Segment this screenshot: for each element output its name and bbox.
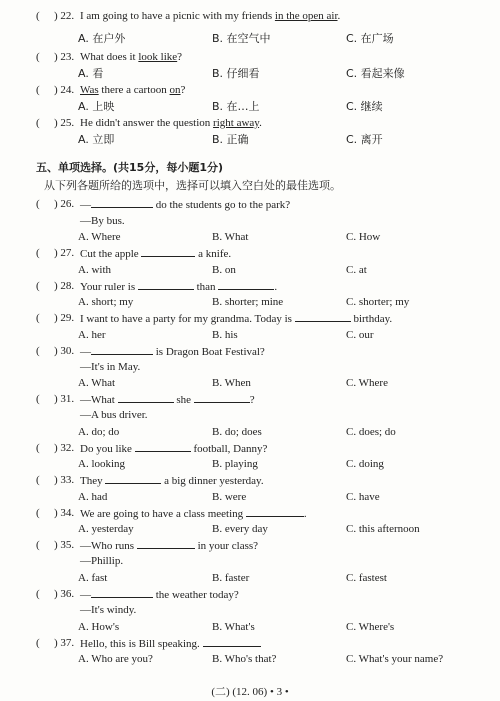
question-stem: — do the students go to the park? [80,196,290,213]
options-22 [0,31,500,47]
option-b: B. shorter; mine [212,296,284,308]
question-29 [0,310,500,326]
answer-paren: ( [36,312,40,324]
answer-paren: ( [36,442,40,454]
option-a: A. looking [78,458,126,470]
question-number: ) 28. [54,280,75,292]
question-31-reply: —A bus driver. [80,409,148,421]
question-stem: He didn't answer the question right away. [80,117,262,129]
option-c: C. 在广场 [346,32,394,45]
question-number: ) 26. [54,198,75,210]
question-number: ) 25. [54,117,75,129]
option-a: A. fast [78,572,108,584]
question-stem: Was there a cartoon on? [80,84,186,96]
option-c: C. 看起来像 [346,67,405,80]
answer-blank [105,472,161,484]
option-a: A. 上映 [78,100,115,113]
option-a: A. 看 [78,67,104,80]
option-b: B. his [212,329,238,341]
question-25 [0,115,500,131]
option-b: B. When [212,377,251,389]
answer-paren: ( [36,51,40,63]
answer-paren: ( [36,474,40,486]
answer-blank [91,586,153,598]
option-a: A. 在户外 [78,32,126,45]
question-number: ) 36. [54,588,75,600]
option-a: A. 立即 [78,133,115,146]
option-c: C. this afternoon [346,523,420,535]
question-number: ) 31. [54,393,75,405]
answer-blank [203,635,261,647]
question-22 [0,8,500,24]
question-24 [0,82,500,98]
question-number: ) 33. [54,474,75,486]
option-a: A. Who are you? [78,653,153,665]
question-number: ) 22. [54,10,75,22]
options-31 [0,424,500,440]
answer-blank [137,537,195,549]
question-31 [0,391,500,407]
option-b: B. were [212,491,247,503]
underlined-word: on [169,84,181,96]
answer-paren: ( [36,393,40,405]
option-a: A. her [78,329,106,341]
option-a: A. What [78,377,116,389]
options-30 [0,375,500,391]
option-b: B. 正确 [212,133,249,146]
answer-blank [135,440,191,452]
question-stem: — is Dragon Boat Festival? [80,343,265,360]
answer-paren: ( [36,84,40,96]
answer-blank [118,391,174,403]
option-c: C. doing [346,458,384,470]
question-stem: They a big dinner yesterday. [80,472,264,489]
question-36 [0,586,500,602]
option-c: C. have [346,491,380,503]
option-b: B. 在空气中 [212,32,271,45]
question-35 [0,537,500,553]
options-27 [0,262,500,278]
answer-paren: ( [36,280,40,292]
options-32 [0,456,500,472]
question-number: ) 23. [54,51,75,63]
options-29 [0,327,500,343]
question-23 [0,49,500,65]
options-25 [0,132,500,148]
underlined-phrase: look like [138,51,178,63]
answer-paren: ( [36,507,40,519]
question-28 [0,278,500,294]
answer-paren: ( [36,588,40,600]
option-b: B. every day [212,523,268,535]
option-c: C. Where [346,377,388,389]
question-34 [0,505,500,521]
question-number: ) 32. [54,442,75,454]
question-number: ) 27. [54,247,75,259]
question-number: ) 29. [54,312,75,324]
question-30 [0,343,500,359]
options-35 [0,570,500,586]
answer-blank [91,196,153,208]
option-a: A. do; do [78,426,120,438]
answer-paren: ( [36,117,40,129]
options-33 [0,489,500,505]
question-number: ) 37. [54,637,75,649]
question-stem: —Who runs in your class? [80,537,258,554]
option-a: A. Where [78,231,121,243]
section-instruction: 从下列各题所给的选项中，选择可以填入空白处的最佳选项。 [44,179,341,192]
question-number: ) 35. [54,539,75,551]
question-stem: Cut the apple a knife. [80,245,231,262]
option-c: C. at [346,264,367,276]
answer-blank [295,310,351,322]
options-36 [0,619,500,635]
option-a: A. short; my [78,296,134,308]
option-c: C. 继续 [346,100,383,113]
options-26 [0,229,500,245]
question-30-reply: —It's in May. [80,361,141,373]
option-b: B. What's [212,621,255,633]
option-b: B. playing [212,458,258,470]
options-37 [0,651,500,667]
answer-paren: ( [36,10,40,22]
question-26 [0,196,500,212]
answer-blank [141,245,195,257]
options-28 [0,294,500,310]
option-a: A. had [78,491,108,503]
answer-paren: ( [36,539,40,551]
answer-paren: ( [36,637,40,649]
answer-blank [138,278,194,290]
option-c: C. Where's [346,621,395,633]
question-stem: Hello, this is Bill speaking. [80,635,261,652]
question-27 [0,245,500,261]
option-b: B. What [212,231,249,243]
option-a: A. yesterday [78,523,134,535]
option-c: C. does; do [346,426,396,438]
question-32 [0,440,500,456]
option-b: B. Who's that? [212,653,277,665]
underlined-word: Was [80,84,99,96]
question-stem: I am going to have a picnic with my friends in the open air. [80,10,341,22]
option-c: C. 离开 [346,133,383,146]
answer-paren: ( [36,247,40,259]
option-c: C. How [346,231,381,243]
option-c: C. shorter; my [346,296,410,308]
underlined-phrase: right away [213,117,260,129]
answer-blank [218,278,274,290]
answer-blank [91,343,153,355]
option-b: B. faster [212,572,250,584]
question-26-reply: —By bus. [80,215,125,227]
answer-blank [194,391,250,403]
option-b: B. do; does [212,426,262,438]
question-stem: —What she ? [80,391,255,408]
option-a: A. with [78,264,111,276]
question-stem: — the weather today? [80,586,239,603]
question-stem: What does it look like? [80,51,183,63]
options-34 [0,521,500,537]
question-37 [0,635,500,651]
option-a: A. How's [78,621,120,633]
option-b: B. 仔细看 [212,67,260,80]
question-stem: Do you like football, Danny? [80,440,267,457]
option-c: C. What's your name? [346,653,444,665]
answer-paren: ( [36,345,40,357]
option-c: C. fastest [346,572,387,584]
options-23 [0,66,500,82]
section-title: 五、单项选择。(共15分，每小题1分) [36,161,224,174]
option-b: B. on [212,264,236,276]
question-number: ) 34. [54,507,75,519]
option-c: C. our [346,329,374,341]
question-number: ) 30. [54,345,75,357]
question-stem: Your ruler is than . [80,278,277,295]
question-number: ) 24. [54,84,75,96]
page-footer: (二) (12. 06) • 3 • [211,686,289,698]
options-24 [0,99,500,115]
answer-paren: ( [36,198,40,210]
question-33 [0,472,500,488]
question-stem: We are going to have a class meeting . [80,505,307,522]
question-35-reply: —Phillip. [80,555,124,567]
question-stem: I want to have a party for my grandma. Today is birthday. [80,310,392,327]
underlined-phrase: in the open air [274,10,338,22]
option-b: B. 在…上 [212,100,260,113]
question-36-reply: —It's windy. [80,604,137,616]
answer-blank [246,505,304,517]
